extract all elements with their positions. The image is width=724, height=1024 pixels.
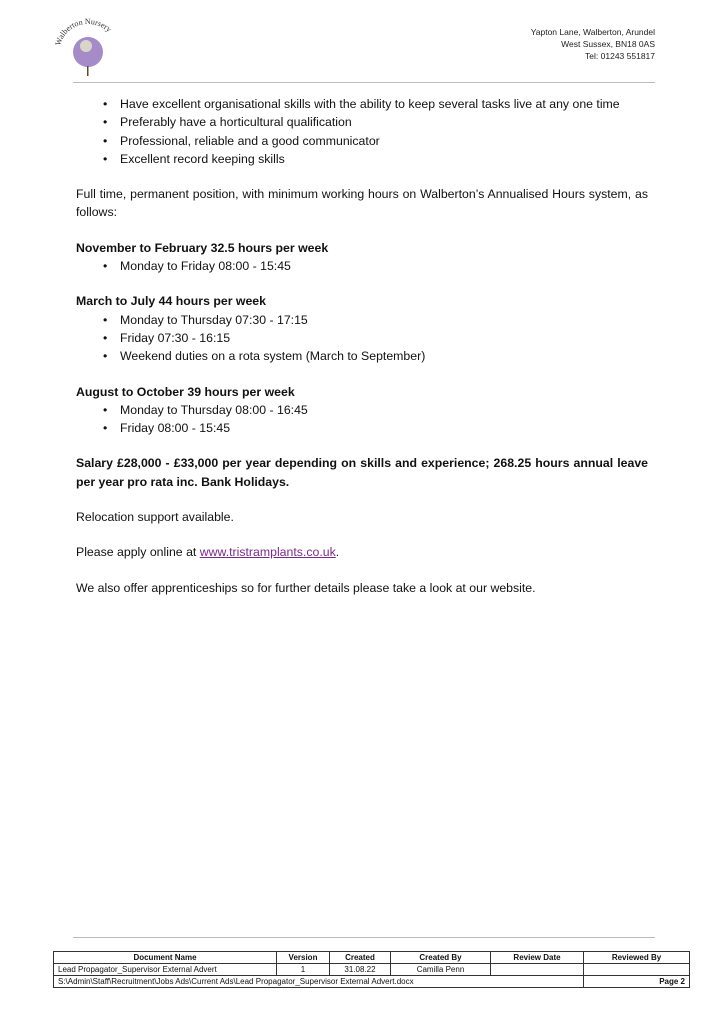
phone: Tel: 01243 551817 [585,51,655,61]
schedule-heading: August to October 39 hours per week [76,384,295,399]
table-row [54,964,690,976]
list-item: • Friday 08:00 - 15:45 [120,419,648,437]
col-created-by: Created By [391,952,491,964]
list-item: • Professional, reliable and a good communicator [120,132,648,150]
document-body [76,95,648,597]
schedule-heading: November to February 32.5 hours per week [76,240,329,255]
address-line: Yapton Lane, Walberton, Arundel [530,27,655,37]
requirements-list [76,95,648,168]
version: 1 [277,964,330,976]
apprenticeships-text: We also offer apprenticeships so for further details please take a look at our website. [76,580,536,595]
address-line: West Sussex, BN18 0AS [561,39,655,49]
reviewed-by [584,964,690,976]
schedule-heading: March to July 44 hours per week [76,294,266,309]
list-item: • Have excellent organisational skills with the ability to keep several tasks live at any one time [120,95,648,113]
intro-paragraph: Full time, permanent position, with minimum working hours on Walberton’s Annualised Hours system, as follows: [76,187,648,220]
website-link[interactable]: www.tristramplants.co.uk [199,545,336,560]
document-name: Lead Propagator_Supervisor External Advert [54,964,277,976]
company-address [531,26,655,62]
list-item: • Preferably have a horticultural qualification [120,113,648,131]
file-path: S:\Admin\Staff\Recruitment\Jobs Ads\Current Ads\Lead Propagator_Supervisor External Advert.docx [54,976,584,988]
col-version: Version [277,952,330,964]
created-by: Camilla Penn [391,964,491,976]
apply-prefix: Please apply online at [76,545,200,560]
list-item: • Monday to Thursday 07:30 - 17:15 [120,311,648,329]
walberton-nursery-logo [52,18,124,78]
header-divider [73,82,655,83]
list-item: • Excellent record keeping skills [120,150,648,168]
list-item: • Weekend duties on a rota system (March to September) [120,347,648,365]
col-document-name: Document Name [54,952,277,964]
footer-divider [73,937,655,938]
col-review-date: Review Date [491,952,584,964]
svg-text:Walberton Nursery: Walberton Nursery [53,18,114,47]
review-date [491,964,584,976]
document-control-table [53,951,690,988]
apply-suffix: . [335,545,340,560]
relocation-text: Relocation support available. [76,510,234,525]
apply-text [76,543,648,561]
salary-text: Salary £28,000 - £33,000 per year depending on skills and experience; 268.25 hours annual leave per year pro rata inc. Bank Holidays. [76,456,648,489]
list-item: • Monday to Thursday 08:00 - 16:45 [120,401,648,419]
list-item: • Friday 07:30 - 16:15 [120,329,648,347]
col-reviewed-by: Reviewed By [584,952,690,964]
list-item: • Monday to Friday 08:00 - 15:45 [120,257,648,275]
created: 31.08.22 [330,964,391,976]
col-created: Created [330,952,391,964]
page-number: Page 2 [584,976,690,988]
